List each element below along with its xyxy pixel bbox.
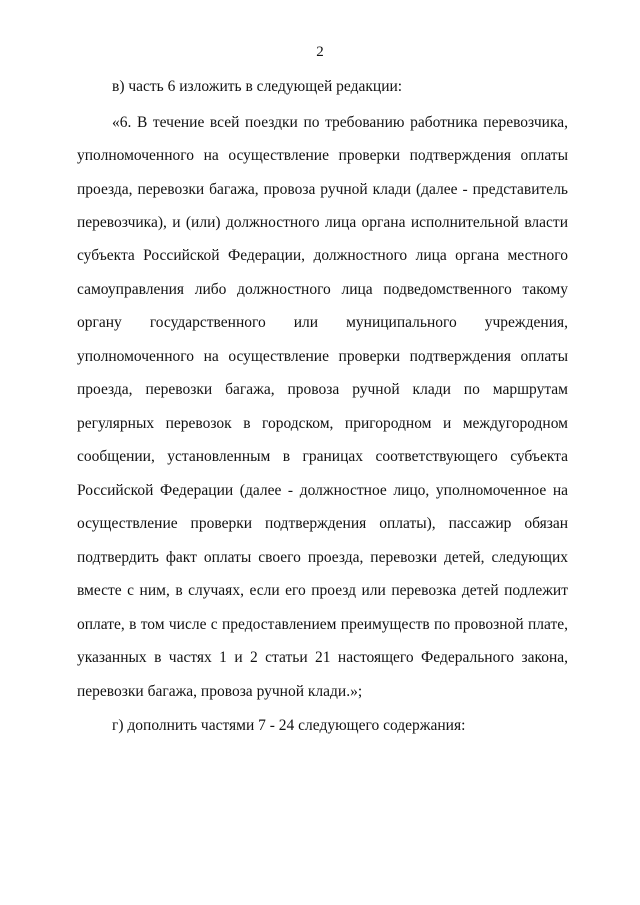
quoted-text-line: уполномоченного на осуществление проверки подтверждения оплаты [77, 348, 568, 365]
item-g-heading: г) дополнить частями 7 - 24 следующего содержания: [112, 717, 466, 734]
quoted-text-line-last: перевозки багажа, провоза ручной клади.»; [77, 683, 363, 700]
quoted-text-line: перевозчика), и (или) должностного лица органа исполнительной власти [77, 214, 568, 231]
item-v-heading: в) часть 6 изложить в следующей редакции: [112, 78, 403, 95]
quoted-text-line: осуществление проверки подтверждения оплаты), пассажир обязан [77, 515, 568, 532]
quoted-text-line: подтвердить факт оплаты своего проезда, перевозки детей, следующих [77, 549, 568, 566]
quoted-text-line: сообщении, установленным в границах соответствующего субъекта [77, 448, 568, 465]
quoted-text-line: уполномоченного на осуществление проверки подтверждения оплаты [77, 147, 568, 164]
page-number: 2 [316, 44, 324, 60]
quoted-text-line: вместе с ним, в случаях, если его проезд или перевозка детей подлежит [77, 582, 568, 599]
quoted-text-line: проезда, перевозки багажа, провоза ручной клади (далее - представитель [77, 181, 568, 198]
quoted-text-line: оплате, в том числе с предоставлением преимуществ по провозной плате, [77, 616, 568, 633]
quoted-text-line: указанных в частях 1 и 2 статьи 21 настоящего Федерального закона, [77, 649, 568, 666]
quoted-text-line: «6. В течение всей поездки по требованию работника перевозчика, [112, 114, 568, 131]
quoted-text-line: Российской Федерации (далее - должностное лицо, уполномоченное на [77, 482, 568, 499]
quoted-text-line: регулярных перевозок в городском, пригородном и междугородном [77, 415, 568, 432]
quoted-text-line: субъекта Российской Федерации, должностного лица органа местного [77, 247, 568, 264]
quoted-text-line: самоуправления либо должностного лица подведомственного такому [77, 281, 568, 298]
quoted-text-line: проезда, перевозки багажа, провоза ручной клади по маршрутам [77, 381, 568, 398]
quoted-text-line: органу государственного или муниципального учреждения, [77, 314, 568, 331]
